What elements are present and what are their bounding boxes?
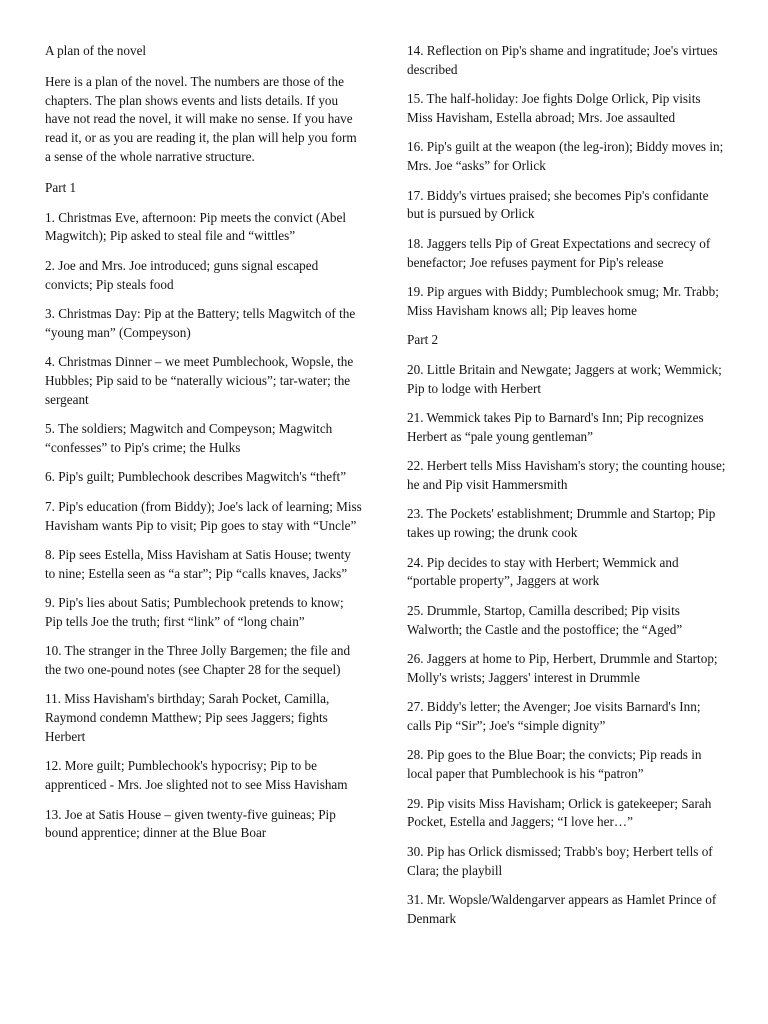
chapter-entry: 23. The Pockets' establishment; Drummle and Startop; Pip takes up rowing; the drunk cook: [407, 506, 716, 541]
chapter-entry: 2. Joe and Mrs. Joe introduced; guns signal escaped convicts; Pip steals food: [45, 257, 319, 292]
chapter-entry: 12. More guilt; Pumblechook's hypocrisy; Pip to be apprenticed - Mrs. Joe slighted not to see Miss Havisham: [45, 758, 348, 793]
chapter-entry: 4. Christmas Dinner – we meet Pumblechook, Wopsle, the Hubbles; Pip said to be “naterally wicious”; tar-water; the sergeant: [45, 354, 354, 407]
chapter-entry: 7. Pip's education (from Biddy); Joe's lack of learning; Miss Havisham wants Pip to visit; Pip goes to stay with “Uncle”: [45, 498, 362, 533]
chapter-entry: 26. Jaggers at home to Pip, Herbert, Drummle and Startop; Molly's wrists; Jaggers' interest in Drummle: [407, 651, 718, 685]
chapter-entry: 5. The soldiers; Magwitch and Compeyson; Magwitch “confesses” to Pip's crime; the Hulks: [45, 421, 333, 455]
chapter-entry: 22. Herbert tells Miss Havisham's story; the counting house; he and Pip visit Hammersmith: [407, 458, 726, 493]
chapter-entry: 11. Miss Havisham's birthday; Sarah Pocket, Camilla, Raymond condemn Matthew; Pip sees Jaggers; fights Herbert: [45, 691, 330, 745]
chapter-entry: 18. Jaggers tells Pip of Great Expectations and secrecy of benefactor; Joe refuses payment for Pip's release: [407, 235, 711, 270]
chapter-entry: 29. Pip visits Miss Havisham; Orlick is gatekeeper; Sarah Pocket, Estella and Jaggers; “I love her…”: [407, 795, 712, 830]
chapter-entry: 25. Drummle, Startop, Camilla described; Pip visits Walworth; the Castle and the postoffice; the “Aged”: [407, 602, 683, 637]
chapter-entry: 20. Little Britain and Newgate; Jaggers at work; Wemmick; Pip to lodge with Herbert: [407, 361, 722, 396]
chapter-entry: 16. Pip's guilt at the weapon (the leg-iron); Biddy moves in; Mrs. Joe “asks” for Orlick: [407, 139, 724, 174]
chapter-entry: 30. Pip has Orlick dismissed; Trabb's boy; Herbert tells of Clara; the playbill: [407, 843, 713, 878]
chapter-entry: 3. Christmas Day: Pip at the Battery; tells Magwitch of the “young man” (Compeyson): [45, 305, 356, 340]
chapter-entry: 19. Pip argues with Biddy; Pumblechook smug; Mr. Trabb; Miss Havisham knows all; Pip leaves home: [407, 283, 719, 318]
chapter-entry: 13. Joe at Satis House – given twenty-five guineas; Pip bound apprentice; dinner at the Blue Boar: [45, 806, 336, 841]
right-column: [407, 42, 727, 939]
chapter-entry: 10. The stranger in the Three Jolly Bargemen; the file and the two one-pound notes (see Chapter 28 for the sequel): [45, 643, 351, 678]
chapter-entry: 8. Pip sees Estella, Miss Havisham at Satis House; twenty to nine; Estella seen as “a star”; Pip “calls knaves, Jacks”: [45, 546, 351, 581]
chapter-entry: 1. Christmas Eve, afternoon: Pip meets the convict (Abel Magwitch); Pip asked to steal file and “wittles”: [45, 209, 347, 244]
chapter-entry: 24. Pip decides to stay with Herbert; Wemmick and “portable property”, Jaggers at work: [407, 554, 679, 589]
document-title: A plan of the novel: [45, 43, 147, 58]
chapter-entry: 27. Biddy's letter; the Avenger; Joe visits Barnard's Inn; calls Pip “Sir”; Joe's “simple dignity”: [407, 699, 701, 734]
left-column: [45, 42, 363, 854]
part-1-label: Part 1: [45, 179, 77, 195]
chapter-entry: 9. Pip's lies about Satis; Pumblechook pretends to know; Pip tells Joe the truth; first “link” of “long chain”: [45, 595, 344, 629]
chapter-entry: 21. Wemmick takes Pip to Barnard's Inn; Pip recognizes Herbert as “pale young gentleman”: [407, 410, 704, 444]
intro-paragraph: Here is a plan of the novel. The numbers are those of the chapters. The plan shows events and lists details. If you have not read the novel, it will make no sense. If you have read it, or as you are reading it, the plan will help you form a sense of the whole narrative structure.: [45, 73, 357, 164]
chapter-entry: 15. The half-holiday: Joe fights Dolge Orlick, Pip visits Miss Havisham, Estella abroad; Mrs. Joe assaulted: [407, 91, 701, 125]
chapter-entry: 6. Pip's guilt; Pumblechook describes Magwitch's “theft”: [45, 469, 347, 485]
chapter-entry: 28. Pip goes to the Blue Boar; the convicts; Pip reads in local paper that Pumblechook is his “patron”: [407, 747, 702, 782]
chapter-entry: 14. Reflection on Pip's shame and ingratitude; Joe's virtues described: [407, 43, 718, 77]
part-2-label: Part 2: [407, 332, 439, 348]
chapter-entry: 31. Mr. Wopsle/Waldengarver appears as Hamlet Prince of Denmark: [407, 891, 717, 926]
chapter-entry: 17. Biddy's virtues praised; she becomes Pip's confidante but is pursued by Orlick: [407, 187, 709, 222]
